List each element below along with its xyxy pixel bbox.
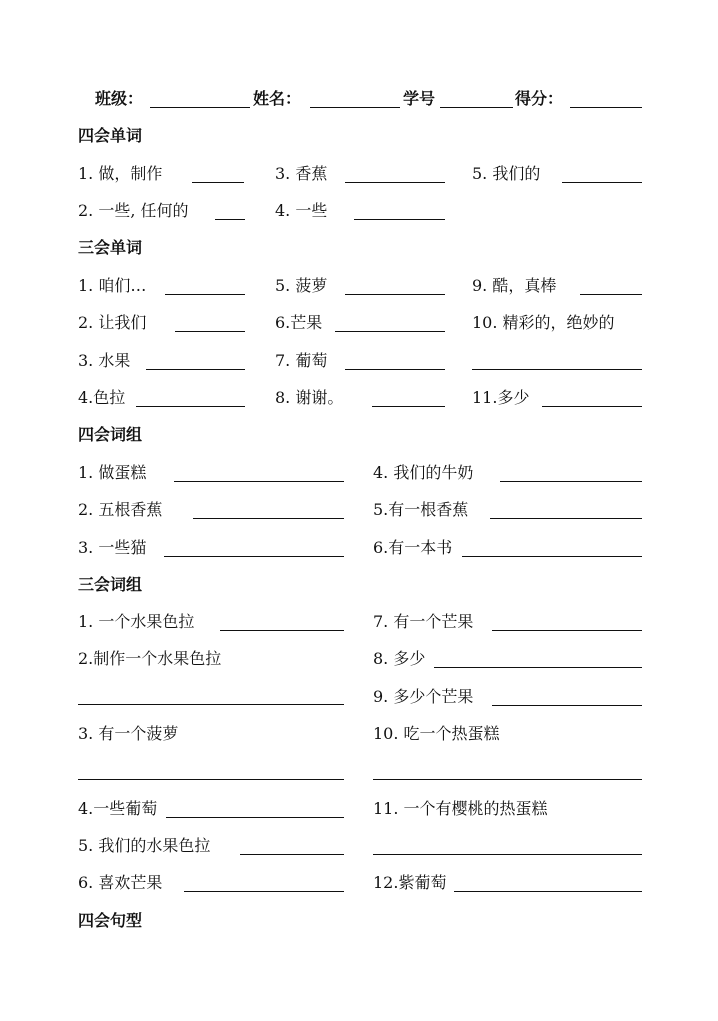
answer-blank[interactable] (492, 630, 642, 631)
score-blank[interactable] (570, 107, 642, 108)
item-s4-11: 11. 一个有樱桃的热蛋糕 (373, 799, 548, 818)
answer-blank[interactable] (500, 481, 642, 482)
item-s4-8: 8. 多少 (373, 649, 426, 668)
section-title-four-skill-words: 四会单词 (78, 126, 143, 145)
answer-blank[interactable] (146, 369, 245, 370)
item-s3-6: 6.有一本书 (373, 538, 453, 557)
answer-blank[interactable] (345, 369, 445, 370)
class-label: 班级： (95, 89, 144, 108)
item-s2-5: 5. 菠萝 (275, 276, 328, 295)
answer-blank[interactable] (215, 219, 245, 220)
answer-blank[interactable] (354, 219, 445, 220)
item-s2-10: 10. 精彩的，绝妙的 (472, 313, 615, 332)
answer-blank[interactable] (373, 854, 642, 855)
item-s3-4: 4. 我们的牛奶 (373, 463, 474, 482)
item-s2-9: 9. 酷，真棒 (472, 276, 557, 295)
item-s1-3: 3. 香蕉 (275, 164, 328, 183)
answer-blank[interactable] (345, 182, 445, 183)
answer-blank[interactable] (175, 331, 245, 332)
answer-blank[interactable] (372, 406, 445, 407)
item-s4-2: 2.制作一个水果色拉 (78, 649, 222, 668)
answer-blank[interactable] (184, 891, 344, 892)
item-s4-10: 10. 吃一个热蛋糕 (373, 724, 500, 743)
item-s3-5: 5.有一根香蕉 (373, 500, 469, 519)
section-title-three-skill-phrases: 三会词组 (78, 575, 143, 594)
item-s3-3: 3. 一些猫 (78, 538, 147, 557)
answer-blank[interactable] (166, 817, 344, 818)
item-s2-3: 3. 水果 (78, 351, 131, 370)
answer-blank[interactable] (78, 779, 344, 780)
answer-blank[interactable] (373, 779, 642, 780)
answer-blank[interactable] (492, 705, 642, 706)
item-s1-4: 4. 一些 (275, 201, 328, 220)
answer-blank[interactable] (78, 704, 344, 705)
item-s4-5: 5. 我们的水果色拉 (78, 836, 211, 855)
answer-blank[interactable] (192, 182, 244, 183)
item-s4-12: 12.紫葡萄 (373, 873, 447, 892)
name-label: 姓名： (253, 89, 302, 108)
item-s2-1: 1. 咱们… (78, 276, 147, 295)
answer-blank[interactable] (542, 406, 642, 407)
item-s4-1: 1. 一个水果色拉 (78, 612, 195, 631)
item-s4-7: 7. 有一个芒果 (373, 612, 474, 631)
section-title-four-skill-phrases: 四会词组 (78, 425, 143, 444)
answer-blank[interactable] (136, 406, 245, 407)
item-s3-2: 2. 五根香蕉 (78, 500, 163, 519)
answer-blank[interactable] (240, 854, 344, 855)
item-s4-4: 4.一些葡萄 (78, 799, 158, 818)
item-s2-2: 2. 让我们 (78, 313, 147, 332)
student-id-label: 学号 (403, 89, 436, 108)
answer-blank[interactable] (472, 369, 642, 370)
item-s4-3: 3. 有一个菠萝 (78, 724, 179, 743)
item-s2-7: 7. 葡萄 (275, 351, 328, 370)
answer-blank[interactable] (174, 481, 344, 482)
answer-blank[interactable] (454, 891, 642, 892)
item-s4-6: 6. 喜欢芒果 (78, 873, 163, 892)
class-blank[interactable] (150, 107, 250, 108)
name-blank[interactable] (310, 107, 400, 108)
answer-blank[interactable] (165, 294, 245, 295)
score-label: 得分： (515, 89, 564, 108)
item-s1-1: 1. 做，制作 (78, 164, 163, 183)
item-s3-1: 1. 做蛋糕 (78, 463, 147, 482)
student-id-blank[interactable] (440, 107, 513, 108)
section-title-four-skill-sentences: 四会句型 (78, 911, 143, 930)
item-s2-8: 8. 谢谢。 (275, 388, 344, 407)
answer-blank[interactable] (335, 331, 445, 332)
answer-blank[interactable] (193, 518, 344, 519)
section-title-three-skill-words: 三会单词 (78, 238, 143, 257)
item-s2-6: 6.芒果 (275, 313, 323, 332)
item-s2-11: 11.多少 (472, 388, 530, 407)
answer-blank[interactable] (490, 518, 642, 519)
answer-blank[interactable] (462, 556, 642, 557)
answer-blank[interactable] (220, 630, 344, 631)
answer-blank[interactable] (345, 294, 445, 295)
answer-blank[interactable] (562, 182, 642, 183)
item-s2-4: 4.色拉 (78, 388, 126, 407)
item-s1-2: 2. 一些, 任何的 (78, 201, 189, 220)
answer-blank[interactable] (164, 556, 344, 557)
item-s4-9: 9. 多少个芒果 (373, 687, 474, 706)
answer-blank[interactable] (580, 294, 642, 295)
answer-blank[interactable] (434, 667, 642, 668)
item-s1-5: 5. 我们的 (472, 164, 541, 183)
